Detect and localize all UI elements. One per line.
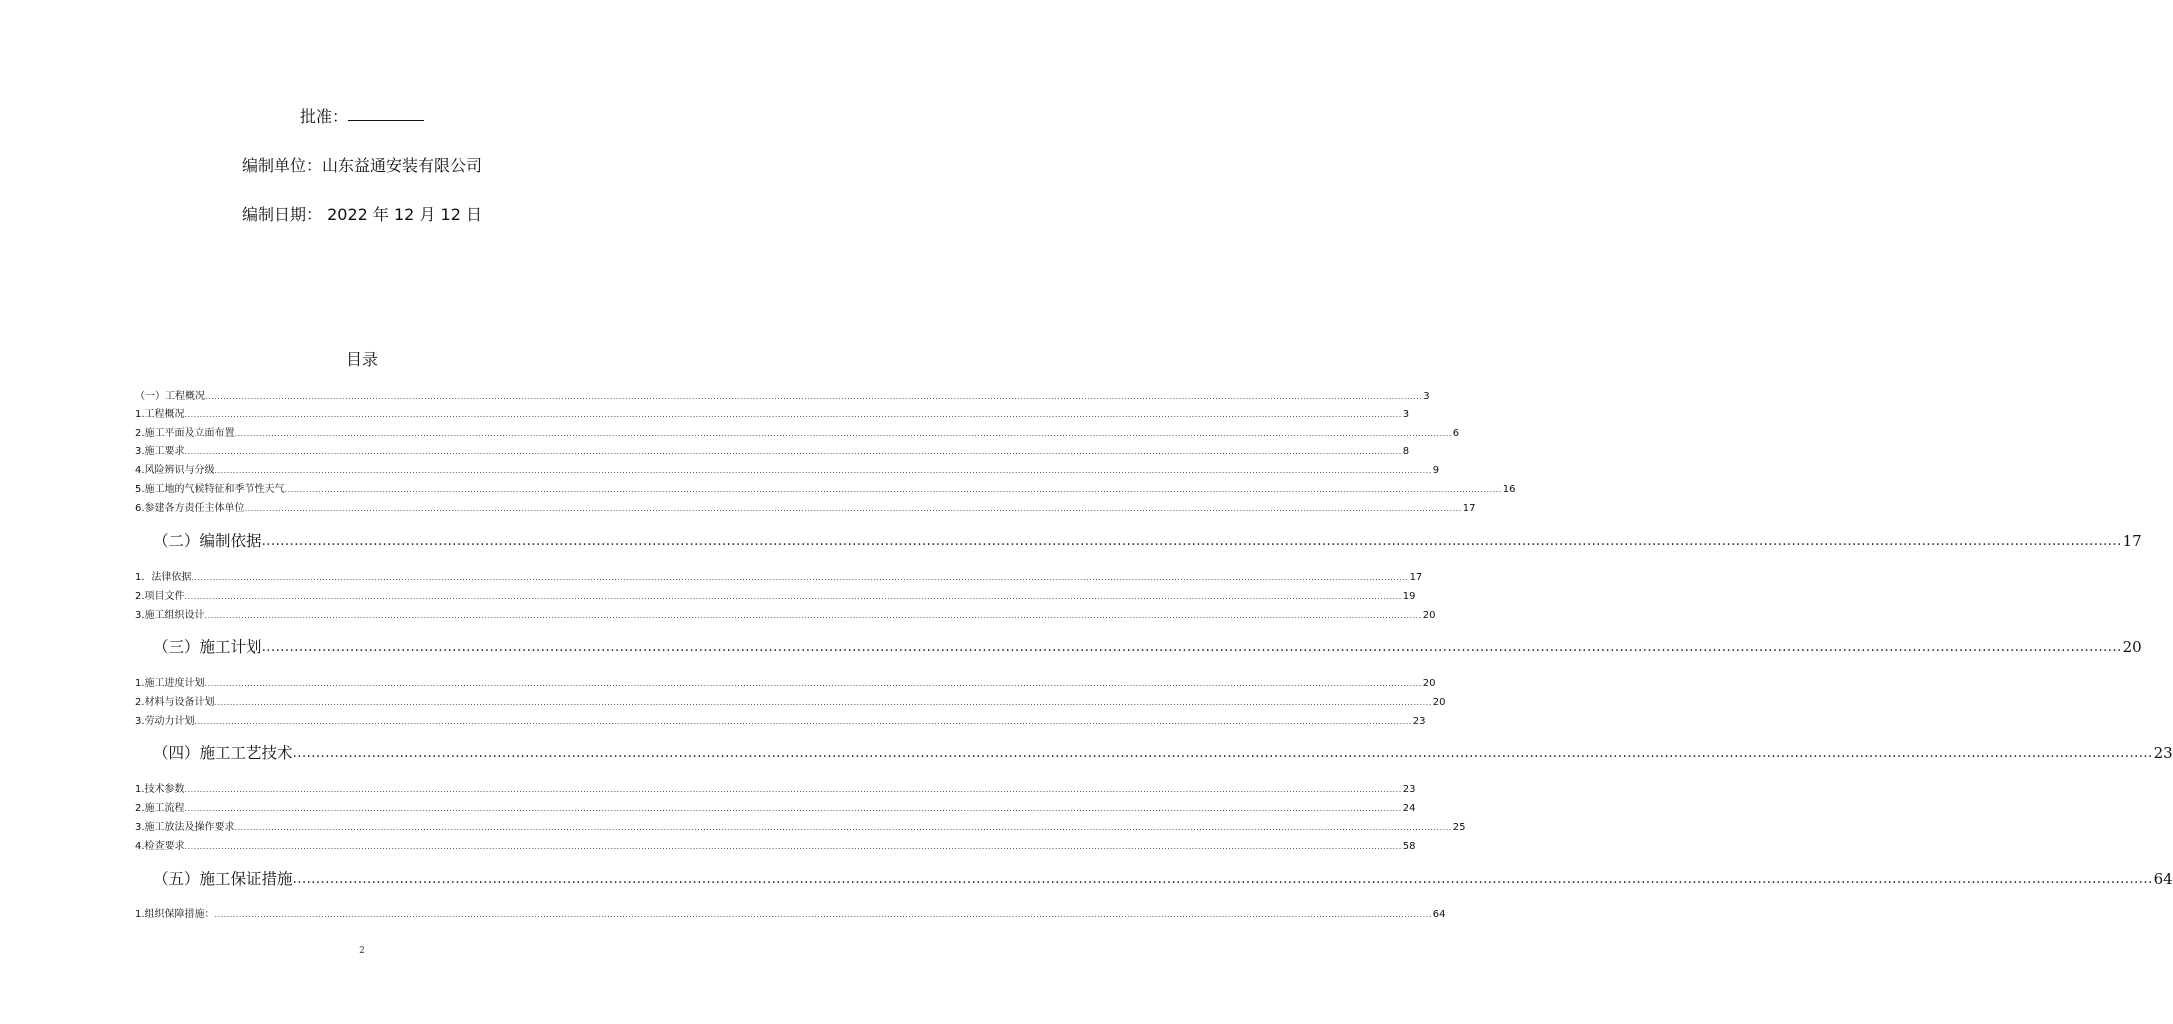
toc-entry-label: （四）施工工艺技术 — [153, 744, 293, 762]
toc-entry-page: 23 — [2153, 744, 2173, 762]
toc-dot-leader: ................................................................................................................................................................................................................................................................................................................................................................................................................ — [194, 717, 1412, 726]
toc-entry-page: 9 — [1432, 465, 1440, 476]
toc-entry-page: 20 — [1432, 697, 1446, 708]
compiling-date-value: 2022 年 12 月 12 日 — [327, 205, 482, 224]
toc-entry-page: 64 — [2153, 870, 2173, 888]
toc-entry-label: 4.检查要求 — [135, 841, 185, 852]
toc-dot-leader: ................................................................................................................................................................................................................................................................................................................................................................................................................ — [234, 429, 1452, 438]
toc-dot-leader: ................................................................................................................................................................................................................................................................................................................................................................................................................ — [244, 504, 1462, 513]
toc-dot-leader: ................................................................................................................................................................................................................................................................................................................................................................................................................ — [214, 698, 1432, 707]
toc-dot-leader: ................................................................................................................................................................................................................................................................................................................................................................................................................ — [184, 592, 1402, 601]
toc-entry-label: 3.施工放法及操作要求 — [135, 822, 235, 833]
toc-entry[interactable] — [135, 821, 1466, 835]
toc-entry[interactable] — [135, 464, 1440, 478]
toc-entry-label: 2.施工流程 — [135, 803, 185, 814]
toc-entry-page: 23 — [1412, 716, 1426, 727]
toc-entry-label: 1.技术参数 — [135, 784, 185, 795]
toc-entry-label: 1.工程概况 — [135, 409, 185, 420]
toc-section-entry[interactable] — [153, 636, 2142, 658]
toc-entry[interactable] — [135, 908, 1446, 922]
toc-dot-leader: ................................................................................................................................................................................................................................................................................................................................................................................................................ — [292, 745, 2153, 761]
toc-entry-label: （二）编制依据 — [153, 532, 262, 550]
toc-entry-page: 20 — [2122, 638, 2142, 656]
toc-entry-label: 2.施工平面及立面布置 — [135, 428, 235, 439]
toc-entry-label: 4.风险辨识与分级 — [135, 465, 215, 476]
toc-entry-page: 6 — [1452, 428, 1460, 439]
toc-entry-page: 19 — [1402, 591, 1416, 602]
toc-entry[interactable] — [135, 802, 1416, 816]
toc-entry-label: 1.组织保障措施： — [135, 909, 215, 920]
toc-entry[interactable] — [135, 571, 1423, 585]
toc-dot-leader: ................................................................................................................................................................................................................................................................................................................................................................................................................ — [204, 679, 1422, 688]
toc-dot-leader: ................................................................................................................................................................................................................................................................................................................................................................................................................ — [205, 392, 1423, 401]
toc-dot-leader: ................................................................................................................................................................................................................................................................................................................................................................................................................ — [184, 804, 1402, 813]
toc-dot-leader: ................................................................................................................................................................................................................................................................................................................................................................................................................ — [261, 639, 2122, 655]
toc-entry-label: 1．法律依据 — [135, 572, 192, 583]
toc-entry[interactable] — [135, 696, 1446, 710]
toc-entry[interactable] — [135, 408, 1410, 422]
toc-dot-leader: ................................................................................................................................................................................................................................................................................................................................................................................................................ — [184, 842, 1402, 851]
toc-dot-leader: ................................................................................................................................................................................................................................................................................................................................................................................................................ — [214, 910, 1432, 919]
toc-title: 目录 — [345, 350, 378, 369]
toc-dot-leader: ................................................................................................................................................................................................................................................................................................................................................................................................................ — [234, 823, 1452, 832]
toc-dot-leader: ................................................................................................................................................................................................................................................................................................................................................................................................................ — [184, 410, 1402, 419]
toc-entry-page: 16 — [1502, 484, 1516, 495]
toc-dot-leader: ................................................................................................................................................................................................................................................................................................................................................................................................................ — [214, 466, 1432, 475]
toc-entry-label: 6.参建各方责任主体单位 — [135, 503, 245, 514]
toc-entry[interactable] — [135, 609, 1436, 623]
toc-entry[interactable] — [135, 502, 1476, 516]
page-number: 2 — [359, 946, 365, 956]
toc-entry-label: 3.施工组织设计 — [135, 610, 205, 621]
toc-dot-leader: ................................................................................................................................................................................................................................................................................................................................................................................................................ — [292, 871, 2153, 887]
toc-entry[interactable] — [135, 677, 1436, 691]
toc-dot-leader: ................................................................................................................................................................................................................................................................................................................................................................................................................ — [191, 573, 1409, 582]
toc-entry-page: 3 — [1402, 409, 1410, 420]
toc-dot-leader: ................................................................................................................................................................................................................................................................................................................................................................................................................ — [284, 485, 1502, 494]
compiling-unit-value: 山东益通安装有限公司 — [322, 156, 483, 175]
toc-entry-page: 17 — [1462, 503, 1476, 514]
toc-dot-leader: ................................................................................................................................................................................................................................................................................................................................................................................................................ — [184, 447, 1402, 456]
toc-entry[interactable] — [135, 390, 1430, 404]
toc-entry-label: （三）施工计划 — [153, 638, 262, 656]
compiling-unit-label: 编制单位： — [241, 156, 322, 175]
toc-entry-page: 8 — [1402, 446, 1410, 457]
toc-entry[interactable] — [135, 590, 1416, 604]
toc-entry[interactable] — [135, 783, 1416, 797]
toc-entry[interactable] — [135, 715, 1426, 729]
toc-section-entry[interactable] — [153, 742, 2173, 764]
toc-section-entry[interactable] — [153, 530, 2142, 552]
toc-entry-label: （一）工程概况 — [135, 391, 205, 402]
toc-entry[interactable] — [135, 445, 1410, 459]
toc-entry-page: 58 — [1402, 841, 1416, 852]
toc-entry-label: （五）施工保证措施 — [153, 870, 293, 888]
toc-entry-page: 25 — [1452, 822, 1466, 833]
toc-entry-page: 3 — [1423, 391, 1430, 402]
toc-dot-leader: ................................................................................................................................................................................................................................................................................................................................................................................................................ — [184, 785, 1402, 794]
toc-section-entry[interactable] — [153, 868, 2173, 890]
toc-entry-label: 2.项目文件 — [135, 591, 185, 602]
toc-entry-label: 2.材料与设备计划 — [135, 697, 215, 708]
toc-entry-page: 20 — [1422, 678, 1436, 689]
toc-entry[interactable] — [135, 483, 1516, 497]
toc-entry-page: 20 — [1422, 610, 1436, 621]
toc-dot-leader: ................................................................................................................................................................................................................................................................................................................................................................................................................ — [261, 533, 2122, 549]
toc-dot-leader: ................................................................................................................................................................................................................................................................................................................................................................................................................ — [204, 611, 1422, 620]
toc-entry[interactable] — [135, 427, 1460, 441]
toc-entry-label: 1.施工进度计划 — [135, 678, 205, 689]
toc-entry-page: 17 — [1409, 572, 1423, 583]
toc-entry-page: 24 — [1402, 803, 1416, 814]
toc-entry-page: 64 — [1432, 909, 1446, 920]
toc-entry[interactable] — [135, 840, 1416, 854]
approval-label: 批准： — [299, 107, 348, 126]
toc-entry-label: 5.施工地的气候特征和季节性天气 — [135, 484, 285, 495]
toc-entry-label: 3.劳动力计划 — [135, 716, 195, 727]
toc-entry-page: 23 — [1402, 784, 1416, 795]
toc-entry-label: 3.施工要求 — [135, 446, 185, 457]
toc-entry-page: 17 — [2122, 532, 2142, 550]
compiling-date-label: 编制日期： — [242, 205, 323, 224]
